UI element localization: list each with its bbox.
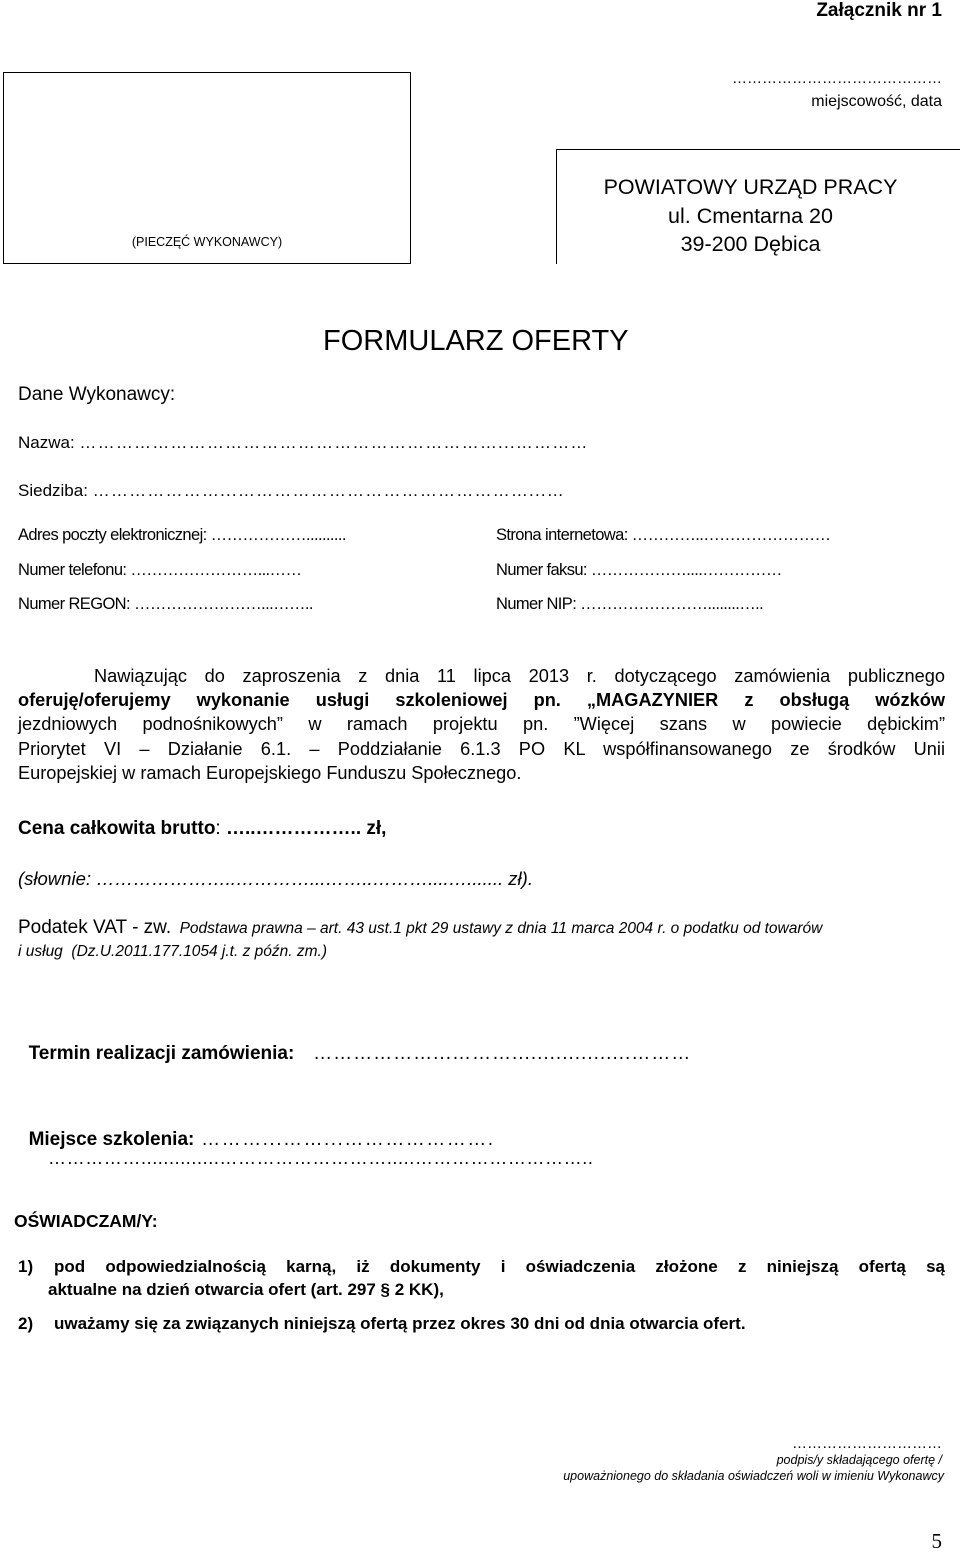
place-dots1[interactable]: ………...……...…………………. xyxy=(194,1129,495,1150)
offer-line2: oferuję/oferujemy wykonanie usługi szkoleniowej pn. „MAGAZYNIER z obsługą wózków xyxy=(18,690,945,710)
fax-row xyxy=(496,561,782,580)
seat-label: Siedziba: xyxy=(18,481,88,500)
contractor-heading: Dane Wykonawcy: xyxy=(18,384,176,405)
nip-dots[interactable]: ……………………........….. xyxy=(580,595,764,613)
place-dots2[interactable]: ……………..............……………………….....……………………….. xyxy=(48,1148,594,1168)
page-number: 5 xyxy=(931,1529,942,1553)
stamp-box xyxy=(3,72,411,264)
stamp-label: (PIECZĘĆ WYKONAWCY) xyxy=(131,235,283,249)
regon-row xyxy=(18,595,313,614)
email-label: Adres poczty elektronicznej: xyxy=(18,526,207,544)
recipient-line1: POWIATOWY URZĄD PRACY xyxy=(603,175,898,199)
phone-label: Numer telefonu: xyxy=(18,561,127,579)
vat-basis-line1: Podstawa prawna – art. 43 ust.1 pkt 29 ustawy z dnia 11 marca 2004 r. o podatku od towarów xyxy=(179,920,823,937)
declaration-item1-line2: aktualne na dzień otwarcia ofert (art. 297 § 2 KK), xyxy=(48,1280,444,1299)
offer-line5: Europejskiej w ramach Europejskiego Funduszu Społecznego. xyxy=(18,763,522,783)
declaration-item2-text: uważamy się za związanych niniejszą ofertą przez okres 30 dni od dnia otwarcia ofert. xyxy=(54,1314,746,1333)
recipient-box xyxy=(556,149,960,264)
signature-line1: podpis/y składającego ofertę / xyxy=(776,1453,942,1467)
place-date-dots: …………………………………… xyxy=(732,70,942,87)
nip-label: Numer NIP: xyxy=(496,595,577,613)
name-row xyxy=(18,433,589,453)
signature-dots[interactable]: ………………………… xyxy=(792,1435,942,1452)
website-row xyxy=(496,526,830,545)
deadline-dots[interactable]: ………………...………...................……… xyxy=(294,1043,692,1064)
seat-dots[interactable]: …………………...…………………………………………...… xyxy=(92,481,566,500)
phone-row xyxy=(18,561,301,580)
form-title: FORMULARZ OFERTY xyxy=(323,325,629,357)
regon-dots[interactable]: ……………………...…….. xyxy=(133,595,313,613)
signature-line2: upoważnionego do składania oświadczeń woli w imieniu Wykonawcy xyxy=(563,1469,944,1483)
place-label: Miejsce szkolenia: xyxy=(28,1129,195,1150)
offer-line4: Priorytet VI – Działanie 6.1. – Poddziałanie 6.1.3 PO KL współfinansowanego ze środków Unii xyxy=(18,739,945,759)
vat-label: Podatek VAT - zw. xyxy=(18,917,172,938)
fax-label: Numer faksu: xyxy=(496,561,587,579)
fax-dots[interactable]: ………………....…………… xyxy=(590,561,782,579)
recipient-line2: ul. Cmentarna 20 xyxy=(668,204,833,228)
offer-line1: Nawiązując do zaproszenia z dnia 11 lipca 2013 r. dotyczącego zamówienia publicznego xyxy=(94,666,945,686)
declaration-item1-number: 1) xyxy=(18,1257,34,1276)
place-date-label: miejscowość, data xyxy=(811,93,942,110)
price-label: Cena całkowita brutto xyxy=(18,818,216,839)
vat-row xyxy=(18,917,822,939)
price-colon: : xyxy=(215,818,221,839)
nip-row xyxy=(496,595,763,614)
place-row xyxy=(18,1107,495,1151)
deadline-label: Termin realizacji zamówienia: xyxy=(28,1043,295,1064)
name-dots[interactable]: ……………………………………………………………...………… xyxy=(79,433,589,452)
regon-label: Numer REGON: xyxy=(18,595,130,613)
recipient-line3: 39-200 Dębica xyxy=(680,232,821,256)
email-row xyxy=(18,526,346,545)
price-value[interactable]: …..…………….. zł, xyxy=(220,818,387,839)
annex-label: Załącznik nr 1 xyxy=(816,0,942,21)
email-dots[interactable]: ……………….......... xyxy=(210,526,346,544)
seat-row xyxy=(18,481,565,501)
price-words[interactable]: (słownie: …………………..…………...……..………....…....... zł). xyxy=(18,868,533,889)
phone-dots[interactable]: ……………………...…… xyxy=(130,561,302,579)
offer-line3-text: jezdniowych podnośnikowych” w ramach projektu pn. ”Więcej szans w powiecie dębickim” xyxy=(18,714,945,734)
website-label: Strona internetowa: xyxy=(496,526,628,544)
declaration-item1-line1: pod odpowiedzialnością karną, iż dokumenty i oświadczenia złożone z niniejszą ofertą są xyxy=(54,1257,945,1276)
price-row xyxy=(18,818,386,840)
offer-line3 xyxy=(18,712,945,736)
declaration-item2-number: 2) xyxy=(18,1314,34,1333)
name-label: Nazwa: xyxy=(18,433,75,452)
vat-basis-line2: i usług (Dz.U.2011.177.1054 j.t. z późn. zm.) xyxy=(18,943,328,960)
deadline-row xyxy=(18,1021,691,1065)
declaration-heading: OŚWIADCZAM/Y: xyxy=(14,1211,158,1231)
website-dots[interactable]: …………..…………………… xyxy=(631,526,831,544)
